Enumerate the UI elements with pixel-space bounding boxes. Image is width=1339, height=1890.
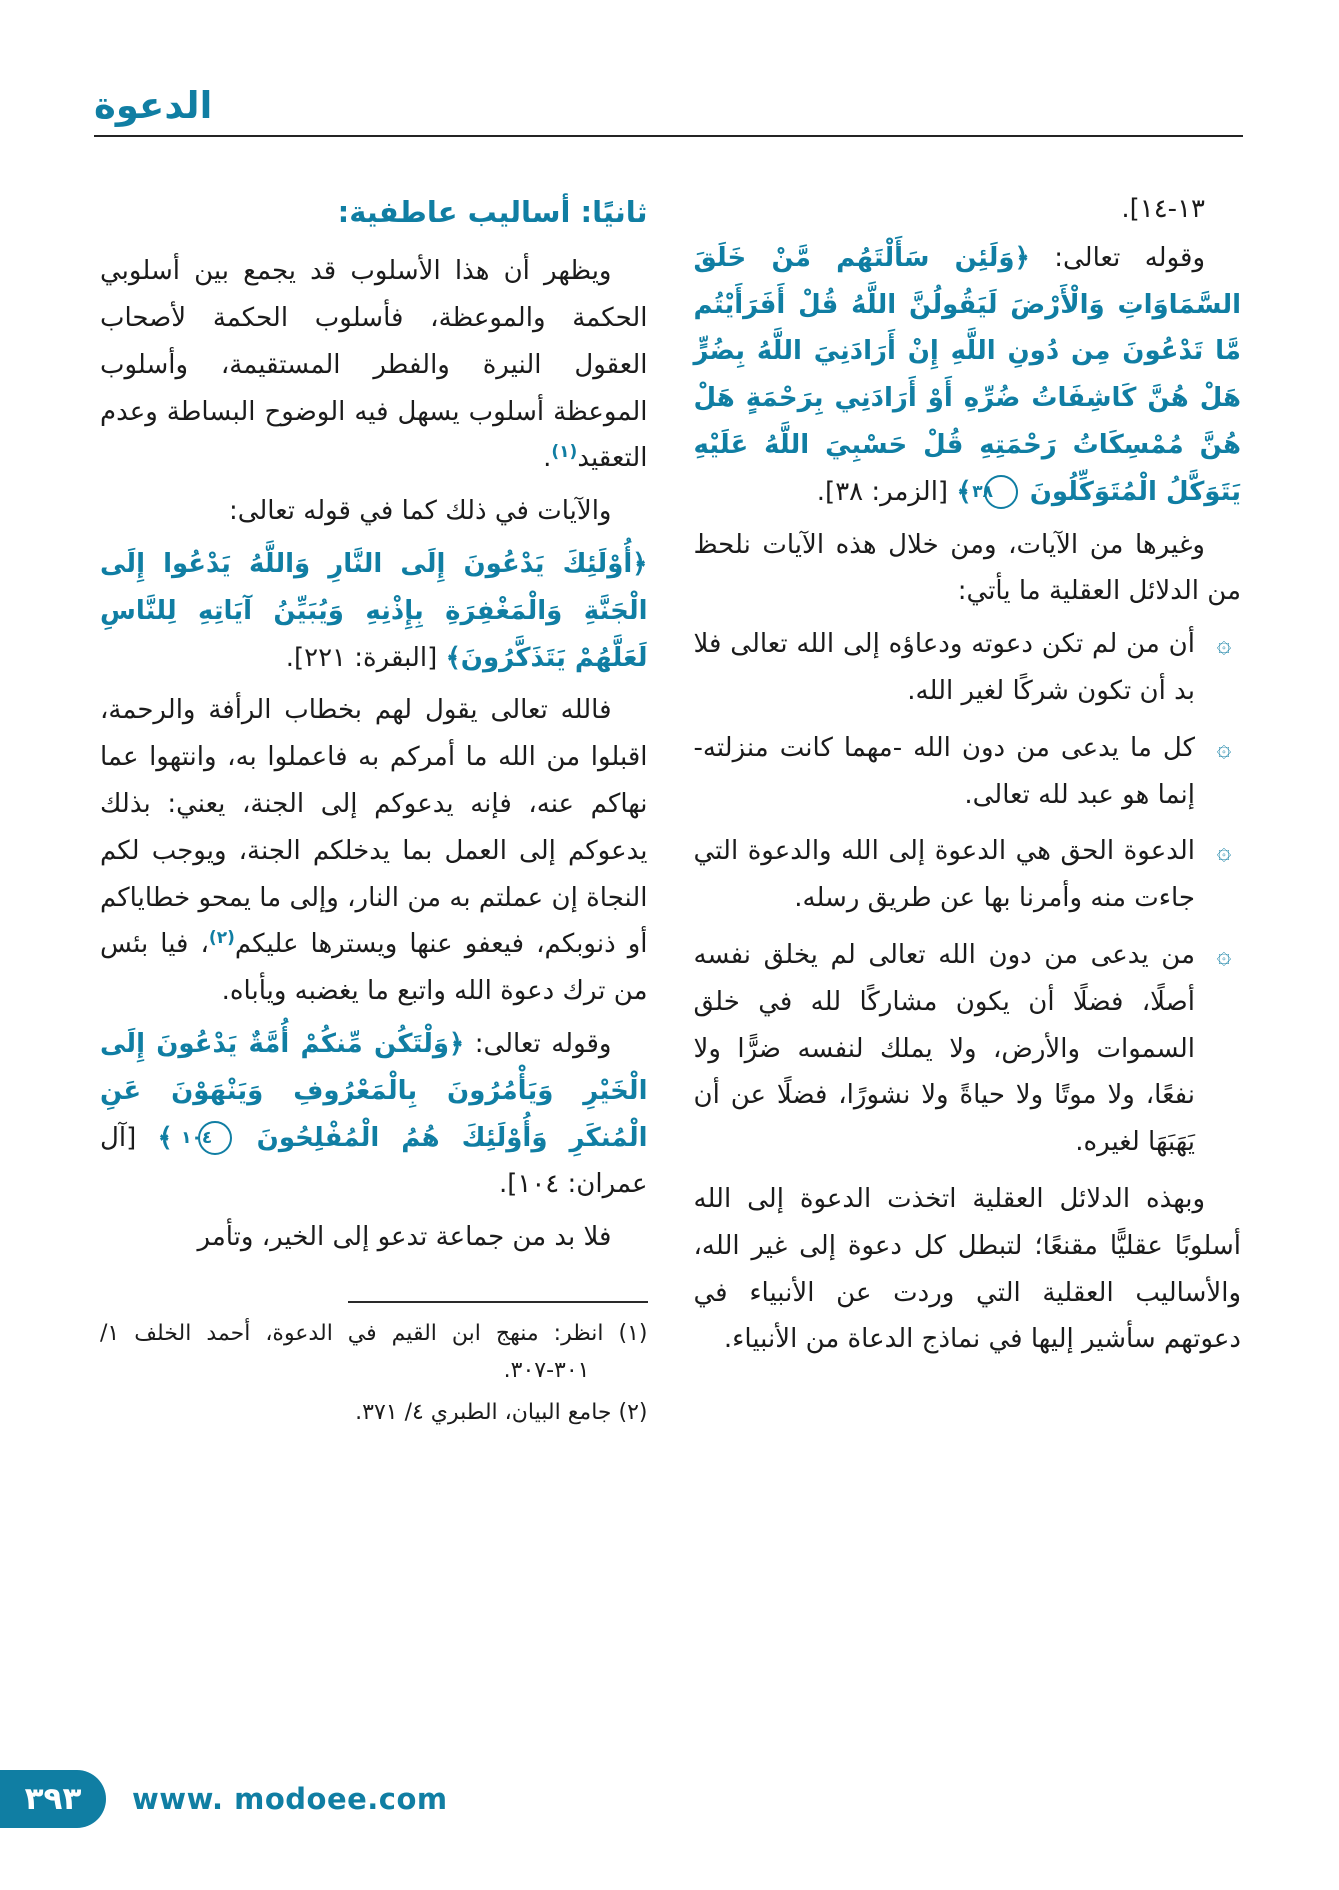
column-left [100, 186, 648, 1435]
quote-intro: وقوله تعالى: [1054, 242, 1205, 273]
verse-citation: [آل عمران: ١٠٤]. [100, 1122, 648, 1200]
list-item [694, 932, 1242, 1166]
ornate-open-bracket-icon: ﴿ [632, 548, 648, 579]
footnote: (٢) جامع البيان، الطبري ٤/ ٣٧١. [355, 1399, 648, 1425]
list-item-text: من يدعى من دون الله تعالى لم يخلق نفسه أصلًا، فضلًا أن يكون مشاركًا لله في خلق السموات والأرض، ولا يملك لنفسه ضرًّا ولا نفعًا، ولا موتًا ولا حياةً ولا نشورًا، فضلًا عن أن يَهَبَهَا لغيره. [693, 939, 1195, 1158]
list-item [694, 828, 1242, 922]
page-number-badge [0, 1770, 106, 1828]
list-item-text: كل ما يدعى من دون الله -مهما كانت منزلته- إنما هو عبد لله تعالى. [693, 732, 1195, 810]
ayah-number-badge: ٣٨ [984, 475, 1018, 509]
footnote-divider [348, 1301, 648, 1303]
paragraph-intro-evidences: وغيرها من الآيات، ومن خلال هذه الآيات نلحظ من الدلائل العقلية ما يأتي: [693, 529, 1241, 607]
carryover-citation: ١٣-١٤]. [1121, 194, 1205, 224]
verse-text: وَلْتَكُن مِّنكُمْ أُمَّةٌ يَدْعُونَ إِلَى الْخَيْرِ وَيَأْمُرُونَ بِالْمَعْرُوفِ وَيَنْهَوْنَ عَنِ الْمُنكَرِ وَأُوْلَئِكَ هُمُ الْمُفْلِحُونَ [100, 1028, 648, 1153]
evidence-list [694, 621, 1242, 1166]
footnotes-section [100, 1301, 648, 1431]
ayah-number-badge: ١٠٤ [198, 1121, 232, 1155]
quran-quote-block-imran [100, 1021, 648, 1208]
paragraph-text-end: . [543, 443, 552, 474]
paragraph-text-end: ، فيا بئس من ترك دعوة الله واتبع ما يغضبه ويأباه. [100, 929, 648, 1007]
ornate-open-bracket-icon: ﴿ [449, 1028, 465, 1059]
paragraph-verses-intro: والآيات في ذلك كما في قوله تعالى: [228, 496, 612, 527]
quran-quote-block-zumar [694, 235, 1242, 516]
list-item [694, 621, 1242, 715]
verse-citation: [الزمر: ٣٨]. [816, 476, 949, 507]
page-body [100, 186, 1241, 1435]
footnote-ref-1: (١) [551, 442, 578, 463]
column-right [694, 186, 1242, 1369]
quran-verse [694, 243, 1242, 507]
paragraph-style-description [100, 248, 648, 482]
paragraph-text: فالله تعالى يقول لهم بخطاب الرأفة والرحمة، اقبلوا من الله ما أمركم به فاعملوا به، وانتهوا عما نهاكم عنه، فإنه يدعوكم إلى الجنة، يعني: بذلك يدعوكم إلى العمل بما يدخلكم الجنة، ويوجب لكم النجاة إن عملتم به من النار، وإلى ما يمحو خطاياكم أو ذنوبكم، فيعفو عنها ويسترها عليكم [100, 695, 648, 960]
ornate-open-bracket-icon: ﴿ [1014, 242, 1030, 273]
paragraph-final: فلا بد من جماعة تدعو إلى الخير، وتأمر [197, 1222, 612, 1253]
header-divider [94, 135, 1243, 137]
flower-bullet-icon: ۞ [1216, 629, 1232, 659]
footnote: (١) انظر: منهج ابن القيم في الدعوة، أحمد الخلف ١/ ٣٠١-٣٠٧. [100, 1320, 648, 1384]
section-heading: ثانيًا: أساليب عاطفية: [337, 195, 648, 229]
paragraph-text: ويظهر أن هذا الأسلوب قد يجمع بين أسلوبي الحكمة والموعظة، فأسلوب الحكمة لأصحاب العقول النيرة والفطر المستقيمة، وأسلوب الموعظة أسلوب يسهل فيه الوضوح البساطة وعدم التعقيد [100, 256, 648, 474]
flower-bullet-icon: ۞ [1216, 939, 1232, 969]
ornate-close-bracket-icon: ﴾ [956, 476, 972, 507]
page-number: ٣٩٣ [24, 1781, 82, 1817]
list-item-text: أن من لم تكن دعوته ودعاؤه إلى الله تعالى فلا بد أن تكون شركًا لغير الله. [693, 629, 1195, 706]
verse-text: أُوْلَئِكَ يَدْعُونَ إِلَى النَّارِ وَاللَّهُ يَدْعُوا إِلَى الْجَنَّةِ وَالْمَغْفِرَةِ بِإِذْنِهِ وَيُبَيِّنُ آيَاتِهِ لِلنَّاسِ لَعَلَّهُمْ يَتَذَكَّرُونَ [100, 548, 648, 673]
page-header [94, 84, 1243, 137]
verse-citation: [البقرة: ٢٢١]. [285, 642, 438, 673]
running-title: الدعوة [94, 84, 213, 127]
ornate-close-bracket-icon: ﴾ [445, 642, 461, 673]
footnote-ref-2: (٢) [208, 928, 235, 949]
list-item [694, 725, 1242, 819]
verse-text: وَلَئِن سَأَلْتَهُم مَّنْ خَلَقَ السَّمَاوَاتِ وَالْأَرْضَ لَيَقُولُنَّ اللَّهُ قُلْ أَفَرَأَيْتُم مَّا تَدْعُونَ مِن دُونِ اللَّهِ إِنْ أَرَادَنِيَ اللَّهُ بِضُرٍّ هَلْ هُنَّ كَاشِفَاتُ ضُرِّهِ أَوْ أَرَادَنِي بِرَحْمَةٍ هَلْ هُنَّ مُمْسِكَاتُ رَحْمَتِهِ قُلْ حَسْبِيَ اللَّهُ عَلَيْهِ يَتَوَكَّلُ الْمُتَوَكِّلُونَ [693, 242, 1241, 507]
paragraph-conclusion: وبهذه الدلائل العقلية اتخذت الدعوة إلى الله أسلوبًا عقليًّا مقنعًا؛ لتبطل كل دعوة إلى غير الله، والأساليب العقلية التي وردت عن الأنبياء في دعوتهم سأشير إليها في نماذج الدعاة من الأنبياء. [693, 1183, 1241, 1355]
ornate-close-bracket-icon: ﴾ [157, 1122, 173, 1153]
flower-bullet-icon: ۞ [1216, 732, 1232, 762]
flower-bullet-icon: ۞ [1216, 836, 1232, 866]
list-item-text: الدعوة الحق هي الدعوة إلى الله والدعوة التي جاءت منه وأمرنا بها عن طريق رسله. [693, 836, 1195, 914]
paragraph-explanation [100, 687, 648, 1015]
website-url: www. modoee.com [132, 1782, 448, 1816]
quote-intro: وقوله تعالى: [474, 1028, 612, 1059]
quran-quote-block-baqarah [100, 541, 648, 681]
